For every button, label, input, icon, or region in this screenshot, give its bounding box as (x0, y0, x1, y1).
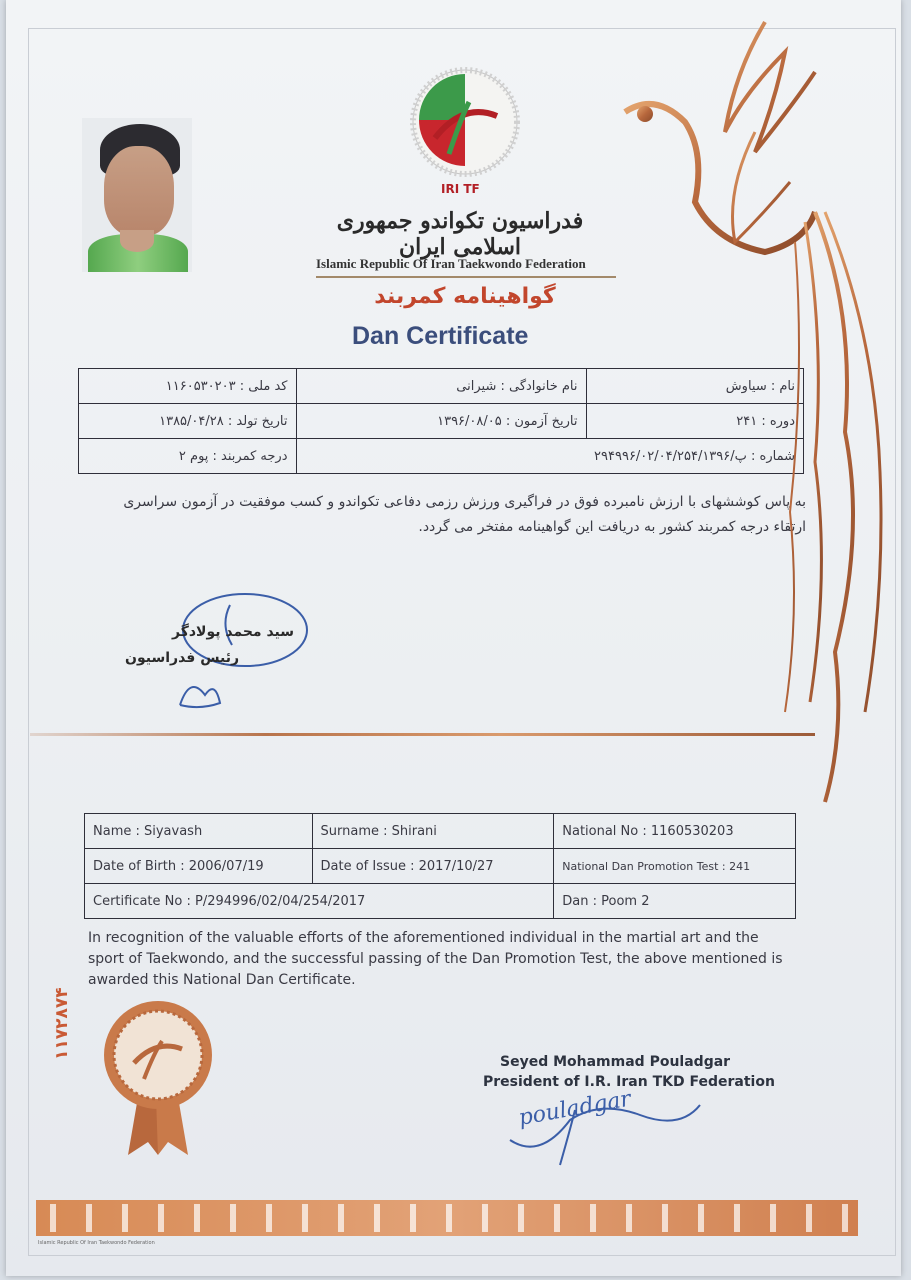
en-issue-date: Date of Issue : 2017/10/27 (312, 849, 554, 884)
footnote: Islamic Republic Of Iran Taekwondo Federation (38, 1240, 155, 1246)
holder-photo (82, 118, 192, 272)
photo-collar (120, 230, 154, 252)
table-row (85, 814, 796, 849)
table-row (85, 849, 796, 884)
decorative-band (36, 1200, 858, 1236)
serial-number: ۱۱۷۲۸۷۴ (52, 987, 72, 1060)
en-national-no: National No : 1160530203 (554, 814, 796, 849)
persian-paragraph: به پاس کوششهای با ارزش نامبرده فوق در فراگیری ورزش رزمی دفاعی تکواندو و کسب موفقیت در آزمون سراسری ارتقاء درجه کمربند کشور به دریافت این گواهینامه مفتخر می گردد. (123, 494, 806, 535)
fa-birth-date: تاریخ تولد : ۱۳۸۵/۰۴/۲۸ (79, 404, 297, 439)
en-dan-grade: Dan : Poom 2 (554, 884, 796, 919)
federation-logo-icon (405, 62, 525, 192)
table-row (85, 884, 796, 919)
en-test-number: National Dan Promotion Test : 241 (554, 849, 796, 884)
english-paragraph: In recognition of the valuable efforts of the aforementioned individual in the martial art and the sport of Taekwondo, and the successful passing of the Dan Promotion Test, the above mentioned is awarded this National Dan Certificate. (88, 930, 783, 988)
fa-national-no: کد ملی : ۱۱۶۰۵۳۰۲۰۳ (79, 369, 297, 404)
persian-signatory-role: رئیس فدراسیون (125, 650, 240, 666)
fa-first-name: نام : سیاوش (586, 369, 804, 404)
phoenix-decoration-icon (615, 12, 905, 812)
fa-dan-grade: درجه کمربند : پوم ۲ (79, 439, 297, 474)
handwritten-signature: pouladgar (516, 1086, 633, 1131)
copper-seal-icon (98, 997, 218, 1157)
federation-underline (316, 276, 616, 278)
english-info-table (84, 813, 796, 919)
fa-surname: نام خانوادگی : شیرانی (296, 369, 586, 404)
persian-signatory-name: سید محمد پولادگر (172, 624, 295, 640)
title-fa: گواهینامه کمربند (374, 284, 556, 309)
fa-test-number: دوره : ۲۴۱ (586, 404, 804, 439)
band-pattern (40, 1204, 854, 1232)
fa-test-date: تاریخ آزمون : ۱۳۹۶/۰۸/۰۵ (296, 404, 586, 439)
title-en: Dan Certificate (352, 322, 529, 350)
english-signatory-name: Seyed Mohammad Pouladgar (500, 1054, 731, 1070)
logo-text: IRI TF (441, 182, 480, 196)
english-signature-icon (500, 1080, 730, 1170)
photo-face (104, 146, 174, 236)
en-name: Name : Siyavash (85, 814, 313, 849)
en-surname: Surname : Shirani (312, 814, 554, 849)
federation-name-fa: فدراسیون تکواندو جمهوری اسلامی ایران (336, 208, 584, 260)
federation-name-en: Islamic Republic Of Iran Taekwondo Federation (316, 256, 586, 271)
en-birth-date: Date of Birth : 2006/07/19 (85, 849, 313, 884)
en-certificate-no: Certificate No : P/294996/02/04/254/2017 (85, 884, 554, 919)
fa-certificate-no: شماره : پ/۲۹۴۹۹۶/۰۲/۰۴/۲۵۴/۱۳۹۶ (296, 439, 804, 474)
english-signatory-role: President of I.R. Iran TKD Federation (483, 1074, 775, 1090)
